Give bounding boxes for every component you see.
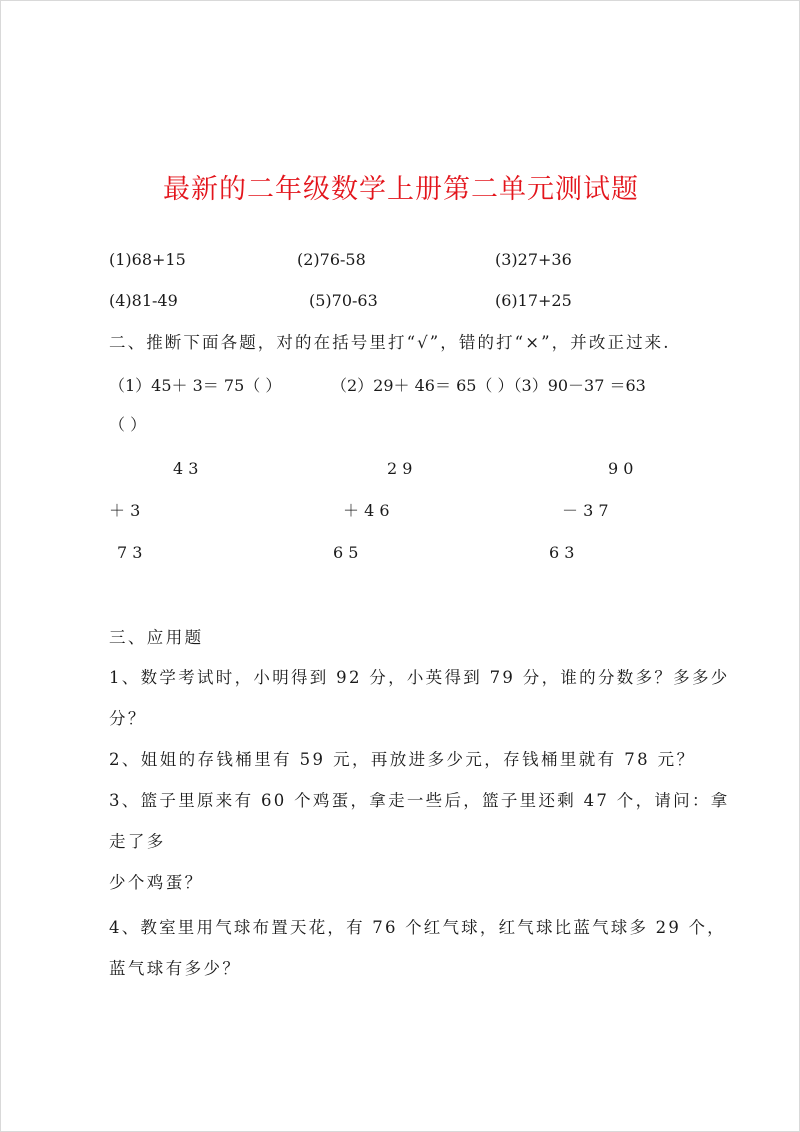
judge-items-2-3: （2）29＋ 46＝ 65（ ）（3）90－37 ＝63 — [331, 376, 646, 395]
section-two-heading: 二、推断下面各题，对的在括号里打“√”，错的打“×”，并改正过来. — [109, 333, 671, 352]
question-3-line-1: 3、篮子里原来有 60 个鸡蛋，拿走一些后，篮子里还剩 47 个，请问：拿 — [109, 791, 730, 810]
vertical-2-operand: ＋ 4 6 — [343, 501, 390, 520]
calc-item-5: (5)70-63 — [309, 291, 378, 310]
vertical-3-result: 6 3 — [549, 543, 575, 562]
question-3-line-2: 走了多 — [109, 832, 166, 851]
vertical-2-result: 6 5 — [333, 543, 359, 562]
calc-item-1: (1)68+15 — [109, 250, 186, 269]
judge-item-3-bracket: （ ） — [109, 415, 147, 434]
question-4-line-1: 4、教室里用气球布置天花，有 76 个红气球，红气球比蓝气球多 29 个， — [109, 918, 726, 937]
page-title: 最新的二年级数学上册第二单元测试题 — [163, 174, 639, 205]
question-3-line-3: 少个鸡蛋？ — [109, 873, 204, 892]
vertical-3-operand: － 3 7 — [562, 501, 609, 520]
question-4-line-2: 蓝气球有多少？ — [109, 959, 242, 978]
vertical-2-top: 2 9 — [387, 459, 413, 478]
vertical-1-operand: ＋ 3 — [109, 501, 141, 520]
vertical-3-top: 9 0 — [608, 459, 634, 478]
question-1-line-1: 1、数学考试时，小明得到 92 分，小英得到 79 分，谁的分数多？多多少 — [109, 668, 730, 687]
calc-item-6: (6)17+25 — [495, 291, 572, 310]
calc-item-3: (3)27+36 — [495, 250, 572, 269]
question-1-line-2: 分？ — [109, 709, 147, 728]
vertical-1-result: 7 3 — [117, 543, 143, 562]
calc-item-2: (2)76-58 — [297, 250, 366, 269]
calc-item-4: (4)81-49 — [109, 291, 178, 310]
section-three-heading: 三、应用题 — [109, 628, 204, 647]
judge-item-1: （1）45＋ 3＝ 75（ ） — [109, 376, 282, 395]
question-2: 2、姐姐的存钱桶里有 59 元，再放进多少元，存钱桶里就有 78 元？ — [109, 750, 696, 769]
vertical-1-top: 4 3 — [173, 459, 199, 478]
